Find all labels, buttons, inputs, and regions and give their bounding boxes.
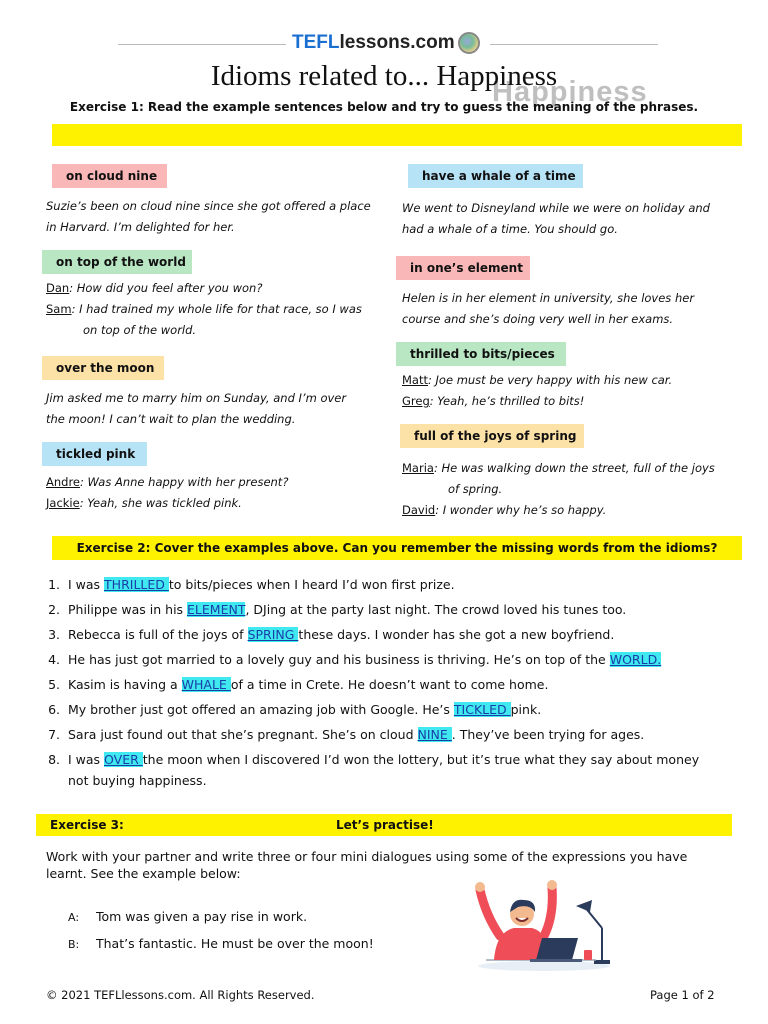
speaker: Dan — [46, 281, 70, 295]
example-line: : Yeah, he’s thrilled to bits! — [429, 394, 585, 408]
example-line: : Yeah, she was tickled pink. — [79, 496, 242, 510]
example-over-the-moon — [46, 388, 386, 430]
item-number: 1. — [48, 577, 60, 592]
idiom-tag-over-the-moon: over the moon — [42, 356, 164, 380]
idiom-tag-whale: have a whale of a time — [408, 164, 583, 188]
item-text: Philippe was in his — [68, 602, 188, 617]
idiom-tag-thrilled: thrilled to bits/pieces — [396, 342, 566, 366]
example-line: Helen is in her element in university, she loves her — [402, 291, 695, 305]
item-text: the moon when I discovered I’d won the lottery, but it’s true what they say about money — [142, 752, 700, 767]
item-text: Kasim is having a — [68, 677, 182, 692]
exercise3-header — [36, 814, 732, 836]
idiom-tag-tickled-pink: tickled pink — [42, 442, 147, 466]
item-number: 5. — [48, 677, 60, 692]
exercise2-title — [52, 536, 742, 560]
example-line: on top of the world. — [83, 323, 197, 337]
item-text: . They’ve been trying for ages. — [451, 727, 645, 742]
item-text: I was — [68, 752, 105, 767]
answer-highlight[interactable]: THRILLED — [104, 577, 169, 592]
speaker: Andre — [46, 475, 81, 489]
instruction-line: learnt. See the example below: — [46, 866, 241, 881]
example-line: : How did you feel after you won? — [69, 281, 263, 295]
footer-copyright: © 2021 TEFLlessons.com. All Rights Reserved. — [46, 988, 315, 1002]
logo-tefl: TEFL — [292, 32, 340, 54]
item-text: pink. — [510, 702, 542, 717]
exercise1-instruction: Exercise 1: Read the example sentences below and try to guess the meaning of the phrases. — [69, 100, 699, 114]
example-cloud-nine — [46, 196, 386, 238]
item-text: Sara just found out that she’s pregnant. She’s on cloud — [68, 727, 418, 742]
footer-page-number: Page 1 of 2 — [650, 988, 715, 1002]
site-logo[interactable] — [292, 32, 480, 54]
list-item — [44, 622, 744, 647]
example-whale — [402, 198, 742, 240]
answer-highlight[interactable]: SPRING — [247, 627, 299, 642]
example-line: : Joe must be very happy with his new car. — [428, 373, 673, 387]
item-number: 7. — [48, 727, 60, 742]
item-number: 4. — [48, 652, 60, 667]
item-text: My brother just got offered an amazing job with Google. He’s — [68, 702, 454, 717]
item-text: to bits/pieces when I heard I’d won first prize. — [168, 577, 455, 592]
example-line: : I wonder why he’s so happy. — [435, 503, 607, 517]
example-line: the moon! I can’t wait to plan the wedding. — [46, 412, 296, 426]
example-line: Suzie’s been on cloud nine since she got offered a place — [46, 199, 371, 213]
item-text: Rebecca is full of the joys of — [68, 627, 248, 642]
dialogue-text: Tom was given a pay rise in work. — [96, 909, 308, 924]
item-text: He has just got married to a lovely guy and his business is thriving. He’s on top of the — [68, 652, 610, 667]
example-thrilled — [402, 370, 742, 412]
list-item — [44, 697, 744, 722]
item-text: these days. I wonder has she got a new boyfriend. — [298, 627, 615, 642]
page-title: Idioms related to... Happiness — [210, 60, 558, 92]
list-item — [44, 572, 744, 597]
dialogue-text: That’s fantastic. He must be over the moon! — [96, 936, 374, 951]
dialogue-speaker: A: — [68, 911, 80, 924]
speaker: Maria — [402, 461, 434, 475]
item-text: I was — [68, 577, 105, 592]
item-number: 3. — [48, 627, 60, 642]
item-number: 2. — [48, 602, 60, 617]
instruction-line: Work with your partner and write three or four mini dialogues using some of the expressions you have — [46, 849, 688, 864]
item-text: , DJing at the party last night. The crowd loved his tunes too. — [245, 602, 627, 617]
list-item — [44, 597, 744, 622]
speaker: David — [402, 503, 436, 517]
example-line: in Harvard. I’m delighted for her. — [46, 220, 235, 234]
example-line: : Was Anne happy with her present? — [80, 475, 289, 489]
speaker: Sam — [46, 302, 72, 316]
idiom-tag-element: in one’s element — [396, 256, 530, 280]
example-line: had a whale of a time. You should go. — [402, 222, 618, 236]
list-item — [44, 722, 744, 747]
answer-highlight[interactable]: OVER — [104, 752, 143, 767]
dialogue-line-a — [68, 908, 448, 926]
example-line: Jim asked me to marry him on Sunday, and I’m over — [46, 391, 347, 405]
item-number: 6. — [48, 702, 60, 717]
item-text: of a time in Crete. He doesn’t want to come home. — [230, 677, 549, 692]
answer-highlight[interactable]: WHALE — [181, 677, 231, 692]
idiom-tag-cloud-nine: on cloud nine — [52, 164, 167, 188]
speaker: Greg — [402, 394, 430, 408]
logo-lessons: lessons.com — [339, 32, 455, 54]
answer-highlight[interactable]: TICKLED — [453, 702, 511, 717]
idiom-tag-top-of-world: on top of the world — [42, 250, 192, 274]
example-element — [402, 288, 742, 330]
header-rule-left — [118, 44, 286, 45]
example-top-of-world — [46, 278, 386, 341]
exercise2-list — [44, 572, 744, 802]
idiom-tag-spring: full of the joys of spring — [400, 424, 584, 448]
example-line: of spring. — [448, 482, 503, 496]
happy-worker-illustration — [466, 876, 618, 972]
list-item — [44, 647, 744, 672]
answer-highlight[interactable]: NINE — [417, 727, 452, 742]
item-number: 8. — [48, 752, 60, 767]
example-line: course and she’s doing very well in her exams. — [402, 312, 674, 326]
exercise3-title: Let’s practise! — [336, 818, 434, 832]
list-item — [44, 672, 744, 697]
dialogue-speaker: B: — [68, 938, 80, 951]
exercise2-title-text: Exercise 2: Cover the examples above. Can you remember the missing words from the idioms? — [76, 541, 718, 555]
speaker: Matt — [402, 373, 428, 387]
globe-icon — [458, 32, 480, 54]
header-rule-right — [490, 44, 658, 45]
dialogue-line-b — [68, 935, 448, 953]
example-line: We went to Disneyland while we were on holiday and — [402, 201, 710, 215]
answer-highlight[interactable]: WORLD. — [609, 652, 662, 667]
exercise3-label: Exercise 3: — [50, 818, 124, 832]
list-item — [44, 747, 744, 797]
answer-highlight[interactable]: ELEMENT — [187, 602, 246, 617]
item-text: not buying happiness. — [68, 773, 207, 788]
example-tickled-pink — [46, 472, 386, 514]
exercise3-instruction — [46, 848, 726, 882]
example-spring — [402, 458, 742, 521]
title-ghost: Happiness — [492, 76, 648, 108]
speaker: Jackie — [46, 496, 80, 510]
example-line: : He was walking down the street, full of the joys — [433, 461, 715, 475]
example-line: : I had trained my whole life for that race, so I was — [71, 302, 362, 316]
exercise1-answer-band — [52, 124, 742, 146]
